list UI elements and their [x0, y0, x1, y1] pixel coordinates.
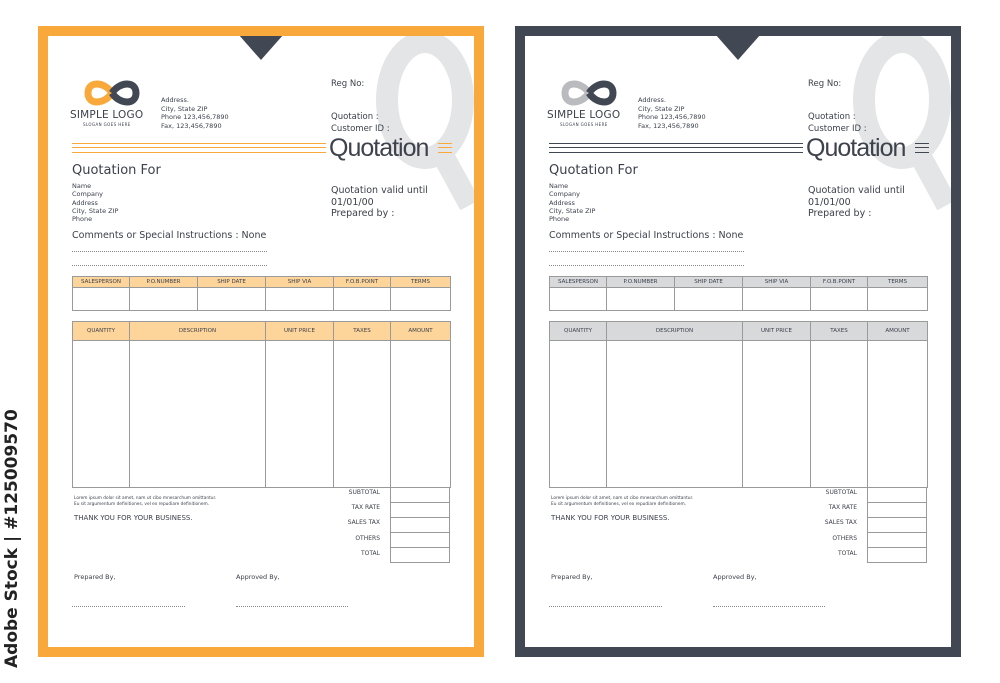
header-unit-price: UNIT PRICE	[266, 322, 334, 341]
cell[interactable]	[198, 288, 266, 311]
thank-you-note: THANK YOU FOR YOUR BUSINESS.	[551, 514, 670, 522]
document-title: Quotation	[806, 134, 906, 162]
header-ship-via: SHIP VIA	[266, 277, 334, 288]
cell[interactable]	[550, 341, 607, 488]
sales-tax-value[interactable]	[391, 518, 450, 533]
header-ship-via: SHIP VIA	[743, 277, 811, 288]
quotation-page-orange	[38, 26, 484, 657]
customer-city: City, State ZIP	[72, 206, 119, 215]
cell[interactable]	[130, 288, 198, 311]
subtotal-value[interactable]	[868, 488, 927, 503]
approved-by-label: Approved By,	[236, 573, 280, 581]
decor-lines-short	[915, 143, 929, 153]
validity-block	[331, 185, 428, 220]
header-terms: TERMS	[391, 277, 451, 288]
header-salesperson: SALESPERSON	[73, 277, 130, 288]
cell[interactable]	[811, 341, 868, 488]
logo-name: SIMPLE LOGO	[547, 109, 621, 121]
valid-date: 01/01/00	[808, 196, 851, 208]
comment-line	[72, 265, 267, 266]
document-title: Quotation	[329, 134, 429, 162]
cell[interactable]	[73, 288, 130, 311]
cell[interactable]	[391, 288, 451, 311]
customer-id: Customer ID :	[331, 124, 390, 134]
valid-date: 01/01/00	[331, 196, 374, 208]
cell[interactable]	[266, 288, 334, 311]
logo-slogan: SLOGAN GOES HERE	[560, 122, 608, 127]
thank-you-note: THANK YOU FOR YOUR BUSINESS.	[74, 514, 193, 522]
customer-id: Customer ID :	[808, 124, 867, 134]
customer-info	[72, 182, 118, 223]
total-value[interactable]	[391, 548, 450, 563]
validity-block	[808, 185, 905, 220]
total-label: TOTAL	[837, 550, 857, 557]
logo-slogan: SLOGAN GOES HERE	[83, 122, 131, 127]
customer-address: Address	[72, 198, 98, 207]
quotation-for-heading: Quotation For	[72, 163, 161, 178]
terms-line: Eu sit argumentum definitiones, vel ex repudiare definitionem.	[74, 501, 210, 507]
stock-watermark: Adobe Stock | #125009570	[2, 409, 22, 668]
customer-city: City, State ZIP	[549, 206, 596, 215]
cell[interactable]	[868, 341, 928, 488]
sales-tax-label: SALES TAX	[347, 519, 380, 526]
others-value[interactable]	[391, 533, 450, 548]
prepared-by-label: Prepared By,	[551, 573, 593, 581]
others-label: OTHERS	[832, 535, 857, 542]
comment-line	[72, 251, 267, 252]
approved-by-label: Approved By,	[713, 573, 757, 581]
cell[interactable]	[743, 288, 811, 311]
top-triangle	[231, 26, 291, 60]
header-salesperson: SALESPERSON	[550, 277, 607, 288]
big-q-decoration-icon	[847, 30, 957, 210]
company-address	[161, 96, 229, 130]
tax-rate-value[interactable]	[391, 503, 450, 518]
tax-rate-label: TAX RATE	[351, 504, 380, 511]
address-phone: Phone 123,456,7890	[161, 113, 229, 121]
cell[interactable]	[868, 288, 928, 311]
approved-signature-line[interactable]	[236, 606, 348, 607]
cell[interactable]	[130, 341, 266, 488]
shipping-table	[72, 276, 451, 311]
infinity-logo-icon	[80, 78, 144, 108]
shipping-table	[549, 276, 928, 311]
comment-line	[549, 265, 744, 266]
cell[interactable]	[334, 341, 391, 488]
prepared-signature-line[interactable]	[72, 606, 185, 607]
infinity-logo-icon	[557, 78, 621, 108]
tax-rate-label: TAX RATE	[828, 504, 857, 511]
top-triangle	[708, 26, 768, 60]
others-value[interactable]	[868, 533, 927, 548]
cell[interactable]	[607, 341, 743, 488]
header-fob-point: F.O.B.POINT	[334, 277, 391, 288]
comments: Comments or Special Instructions : None	[549, 230, 744, 241]
address-city: City, State ZIP	[638, 104, 685, 113]
cell[interactable]	[266, 341, 334, 488]
totals-table	[390, 487, 450, 563]
tax-rate-value[interactable]	[868, 503, 927, 518]
header-ship-date: SHIP DATE	[675, 277, 743, 288]
sales-tax-label: SALES TAX	[824, 519, 857, 526]
cell[interactable]	[607, 288, 675, 311]
customer-address: Address	[549, 198, 575, 207]
cell[interactable]	[675, 288, 743, 311]
header-amount: AMOUNT	[391, 322, 451, 341]
prepared-signature-line[interactable]	[549, 606, 662, 607]
terms-line: Eu sit argumentum definitiones, vel ex repudiare definitionem.	[551, 501, 687, 507]
customer-phone: Phone	[72, 215, 93, 224]
items-table	[549, 321, 928, 488]
subtotal-label: SUBTOTAL	[348, 489, 380, 496]
header-po-number: P.O.NUMBER	[130, 277, 198, 288]
quotation-page-dark	[515, 26, 961, 657]
address-fax: Fax, 123,456,7890	[161, 121, 222, 130]
sales-tax-value[interactable]	[868, 518, 927, 533]
header-amount: AMOUNT	[868, 322, 928, 341]
quotation-number: Quotation :	[331, 112, 379, 122]
cell[interactable]	[334, 288, 391, 311]
customer-name: Name	[549, 182, 569, 190]
header-po-number: P.O.NUMBER	[607, 277, 675, 288]
subtotal-label: SUBTOTAL	[825, 489, 857, 496]
logo-name: SIMPLE LOGO	[70, 109, 144, 121]
items-table	[72, 321, 451, 488]
cell[interactable]	[811, 288, 868, 311]
customer-company: Company	[72, 190, 103, 199]
decor-lines	[72, 143, 326, 153]
reg-no: Reg No:	[331, 79, 365, 89]
quotation-number: Quotation :	[808, 112, 856, 122]
address-line: Address.	[161, 96, 189, 104]
terms-text	[74, 496, 216, 507]
totals-table	[867, 487, 927, 563]
header-fob-point: F.O.B.POINT	[811, 277, 868, 288]
approved-signature-line[interactable]	[713, 606, 825, 607]
terms-line: Lorem ipsum dolor sit amet, nam ut cibo mnesarchum omittantur.	[551, 496, 694, 501]
header-quantity: QUANTITY	[550, 322, 607, 341]
company-address	[638, 96, 706, 130]
address-fax: Fax, 123,456,7890	[638, 121, 699, 130]
customer-name: Name	[72, 182, 92, 190]
header-description: DESCRIPTION	[607, 322, 743, 341]
customer-company: Company	[549, 190, 580, 199]
decor-lines	[549, 143, 803, 153]
header-quantity: QUANTITY	[73, 322, 130, 341]
comments: Comments or Special Instructions : None	[72, 230, 267, 241]
prepared-by-field: Prepared by :	[808, 208, 872, 219]
header-taxes: TAXES	[811, 322, 868, 341]
others-label: OTHERS	[355, 535, 380, 542]
total-value[interactable]	[868, 548, 927, 563]
customer-info	[549, 182, 595, 223]
valid-until-label: Quotation valid until	[808, 185, 905, 196]
header-ship-date: SHIP DATE	[198, 277, 266, 288]
cell[interactable]	[73, 341, 130, 488]
address-phone: Phone 123,456,7890	[638, 113, 706, 121]
customer-phone: Phone	[549, 215, 570, 224]
header-unit-price: UNIT PRICE	[743, 322, 811, 341]
address-city: City, State ZIP	[161, 104, 208, 113]
cell[interactable]	[550, 288, 607, 311]
address-line: Address.	[638, 96, 666, 104]
reg-no: Reg No:	[808, 79, 842, 89]
header-description: DESCRIPTION	[130, 322, 266, 341]
comment-line	[549, 251, 744, 252]
decor-lines-short	[438, 143, 452, 153]
cell[interactable]	[391, 341, 451, 488]
header-terms: TERMS	[868, 277, 928, 288]
subtotal-value[interactable]	[391, 488, 450, 503]
terms-line: Lorem ipsum dolor sit amet, nam ut cibo mnesarchum omittantur.	[74, 496, 217, 501]
big-q-decoration-icon	[370, 30, 480, 210]
cell[interactable]	[743, 341, 811, 488]
header-taxes: TAXES	[334, 322, 391, 341]
total-label: TOTAL	[360, 550, 380, 557]
valid-until-label: Quotation valid until	[331, 185, 428, 196]
prepared-by-field: Prepared by :	[331, 208, 395, 219]
terms-text	[551, 496, 693, 507]
prepared-by-label: Prepared By,	[74, 573, 116, 581]
quotation-for-heading: Quotation For	[549, 163, 638, 178]
